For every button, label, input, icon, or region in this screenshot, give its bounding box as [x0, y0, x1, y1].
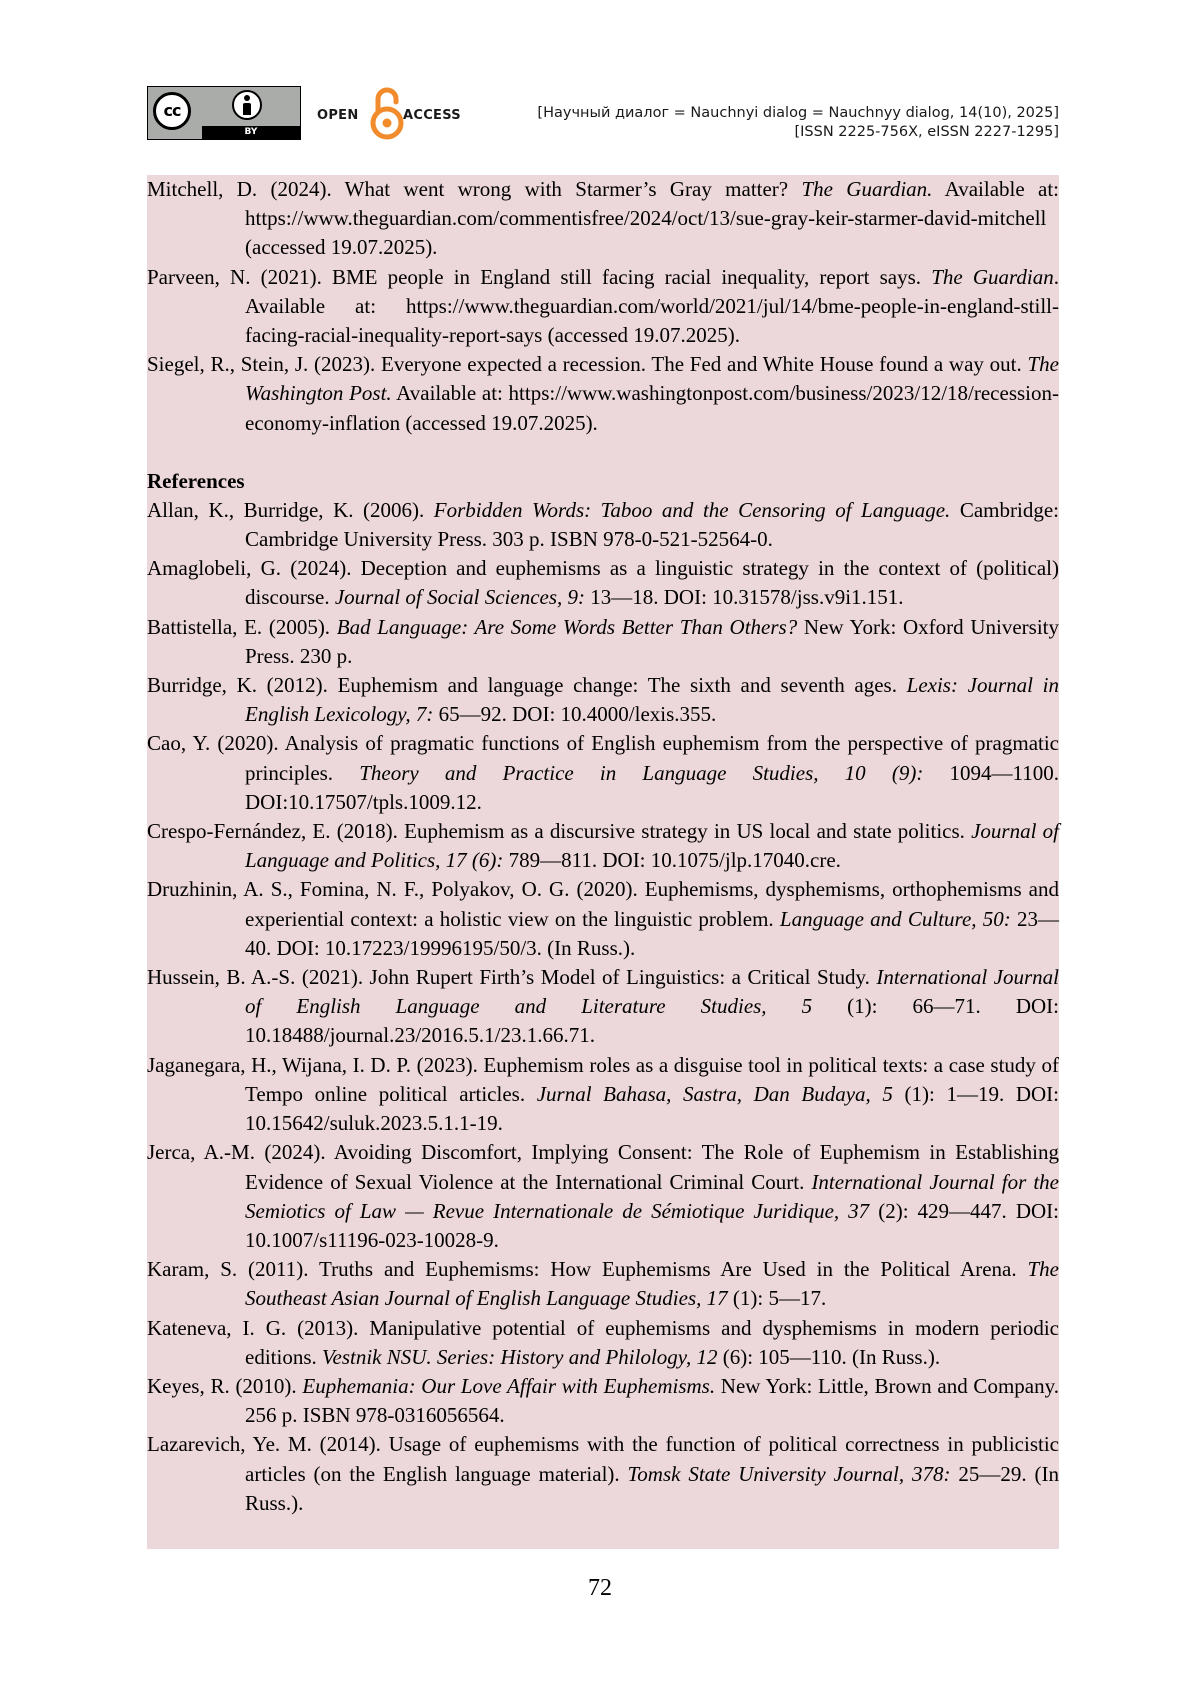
entry-text: 1094—1100. DOI:10.17507/tpls.1009.12. — [245, 760, 1059, 814]
entry-text: Amaglobeli, G. (2024). Deception and euphemisms as a linguistic strategy in the context of (political) discourse. — [147, 556, 1059, 610]
entry-text: Cambridge: Cambridge University Press. 303 p. ISBN 978-0-521-52564-0. — [245, 497, 1059, 552]
entry-source-title: The Southeast Asian Journal of English Language Studies, 17 — [245, 1257, 1059, 1311]
entry-text: 25—29. (In Russ.). — [245, 1461, 1059, 1515]
sources-list — [147, 175, 1059, 438]
creative-commons-icon: cc — [153, 92, 191, 130]
entry-text: . Available at: https://www.theguardian.com/world/2021/jul/14/bme-people-in-england-still-facing-racial-inequality-report-says (accessed 19.07.2025). — [245, 264, 1059, 348]
entry-text: (6): 105—110. (In Russ.). — [717, 1344, 941, 1369]
open-access-label-access: ACCESS — [403, 108, 461, 123]
reference-entry — [147, 671, 1059, 729]
entry-text: Cao, Y. (2020). Analysis of pragmatic functions of English euphemism from the perspective of pragmatic principles. — [147, 731, 1059, 785]
reference-entry — [147, 554, 1059, 612]
reference-entry — [147, 496, 1059, 554]
entry-text: (1): 66—71. DOI: 10.18488/journal.23/2016.5.1/23.1.66.71. — [245, 994, 1059, 1048]
entry-text: 23—40. DOI: 10.17223/19996195/50/3. (In Russ.). — [245, 906, 1059, 960]
entry-text: Kateneva, I. G. (2013). Manipulative potential of euphemisms and dysphemisms in modern periodic editions. — [147, 1315, 1059, 1369]
entry-text: Keyes, R. (2010). — [147, 1373, 303, 1398]
highlighted-bibliography-block — [147, 175, 1059, 1549]
cc-by-license-badge[interactable] — [147, 86, 301, 140]
entry-text: Druzhinin, A. S., Fomina, N. F., Polyakov, O. G. (2020). Euphemisms, dysphemisms, orthophemisms and experiential context: a holistic view on the linguistic problem. — [147, 877, 1059, 931]
entry-text: Hussein, B. A.-S. (2021). John Rupert Firth’s Model of Linguistics: a Critical Study. — [147, 965, 877, 990]
entry-source-title: Vestnik NSU. Series: History and Philology, 12 — [322, 1344, 718, 1369]
reference-entry — [147, 613, 1059, 671]
references-heading: References — [147, 468, 245, 493]
entry-text: (1): 5—17. — [727, 1286, 827, 1311]
reference-entry — [147, 1314, 1059, 1372]
entry-source-title: International Journal of English Language and Literature Studies, 5 — [245, 965, 1060, 1019]
entry-source-title: Bad Language: Are Some Words Better Than Others? — [336, 614, 798, 639]
entry-text: Lazarevich, Ye. M. (2014). Usage of euphemisms with the function of political correctness in publicistic articles (on the English language material). — [147, 1432, 1059, 1486]
by-label: BY — [202, 126, 300, 139]
entry-source-title: Journal of Language and Politics, 17 (6): — [245, 819, 1059, 873]
open-access-label-open: OPEN — [317, 108, 359, 123]
entry-text: Siegel, R., Stein, J. (2023). Everyone expected a recession. The Fed and White House found a way out. — [147, 352, 1028, 377]
references-list — [147, 496, 1059, 1518]
entry-text: 65—92. DOI: 10.4000/lexis.355. — [433, 702, 717, 727]
entry-text: Available at: https://www.theguardian.com/commentisfree/2024/oct/13/sue-gray-keir-starmer-david-mitchell (accessed 19.07.2025). — [245, 177, 1059, 260]
page-number: 72 — [588, 1575, 612, 1601]
entry-text: (1): 1—19. DOI: 10.15642/suluk.2023.5.1.1-19. — [245, 1081, 1060, 1136]
entry-source-title: Tomsk State University Journal, 378: — [627, 1461, 951, 1486]
entry-text: Mitchell, D. (2024). What went wrong with Starmer’s Gray matter? — [147, 177, 802, 201]
entry-source-title: The Guardian. — [801, 177, 933, 201]
reference-entry — [147, 963, 1059, 1051]
entry-text: Parveen, N. (2021). BME people in England still facing racial inequality, report says. — [147, 264, 932, 289]
entry-text: New York: Oxford University Press. 230 p. — [245, 614, 1060, 668]
entry-text: Crespo-Fernández, E. (2018). Euphemism as a discursive strategy in US local and state politics. — [147, 819, 972, 844]
reference-entry — [147, 1430, 1059, 1518]
entry-text: 789—811. DOI: 10.1075/jlp.17040.cre. — [503, 848, 841, 873]
entry-source-title: Euphemania: Our Love Affair with Euphemisms. — [302, 1373, 716, 1398]
entry-text: Available at: https://www.washingtonpost.com/business/2023/12/18/recession-economy-inflation (accessed 19.07.2025). — [245, 381, 1059, 435]
reference-entry — [147, 1051, 1059, 1139]
entry-text: Battistella, E. (2005). — [147, 614, 337, 639]
entry-source-title: The Washington Post. — [245, 352, 1059, 406]
page-header — [147, 86, 1059, 142]
entry-source-title: Theory and Practice in Language Studies, 10 (9): — [359, 760, 924, 785]
source-entry — [147, 350, 1059, 438]
entry-text: 13—18. DOI: 10.31578/jss.v9i1.151. — [585, 585, 904, 610]
entry-text: Jaganegara, H., Wijana, I. D. P. (2023). Euphemism roles as a disguise tool in political texts: a case study of Tempo online political articles. — [147, 1052, 1059, 1106]
reference-entry — [147, 729, 1059, 817]
reference-entry — [147, 1255, 1059, 1313]
attribution-icon — [232, 90, 262, 120]
source-entry — [147, 175, 1059, 263]
reference-entry — [147, 1372, 1059, 1430]
entry-source-title: The Guardian — [931, 264, 1054, 289]
source-entry — [147, 263, 1059, 351]
issn-line: [ISSN 2225-756X, eISSN 2227-1295] — [794, 124, 1059, 140]
entry-text: New York: Little, Brown and Company. 256 p. ISBN 978-0316056564. — [245, 1373, 1059, 1428]
open-access-logo — [317, 86, 467, 142]
entry-text: (2): 429—447. DOI: 10.1007/s11196-023-10028-9. — [245, 1198, 1059, 1252]
entry-source-title: Lexis: Journal in English Lexicology, 7: — [245, 673, 1060, 727]
entry-source-title: Forbidden Words: Taboo and the Censoring of Language. — [433, 497, 951, 522]
entry-text: Jerca, A.-M. (2024). Avoiding Discomfort, Implying Consent: The Role of Euphemism in Establishing Evidence of Sexual Violence at the International Criminal Court. — [147, 1140, 1059, 1194]
entry-source-title: Language and Culture, 50: — [779, 906, 1011, 931]
open-access-lock-icon — [369, 86, 405, 140]
reference-entry — [147, 875, 1059, 963]
entry-text: Karam, S. (2011). Truths and Euphemisms: How Euphemisms Are Used in the Political Arena. — [147, 1257, 1028, 1282]
journal-info — [537, 104, 1059, 142]
entry-source-title: International Journal for the Semiotics of Law — Revue Internationale de Sémiotique Juridique, 37 — [245, 1169, 1059, 1223]
entry-source-title: Jurnal Bahasa, Sastra, Dan Budaya, 5 — [536, 1081, 893, 1106]
entry-text: Allan, K., Burridge, K. (2006). — [147, 497, 434, 522]
reference-entry — [147, 1138, 1059, 1255]
entry-source-title: Journal of Social Sciences, 9: — [334, 585, 586, 610]
reference-entry — [147, 817, 1059, 875]
journal-citation-line: [Научный диалог = Nauchnyi dialog = Nauchnyy dialog, 14(10), 2025] — [537, 105, 1059, 121]
entry-text: Burridge, K. (2012). Euphemism and language change: The sixth and seventh ages. — [147, 673, 907, 698]
